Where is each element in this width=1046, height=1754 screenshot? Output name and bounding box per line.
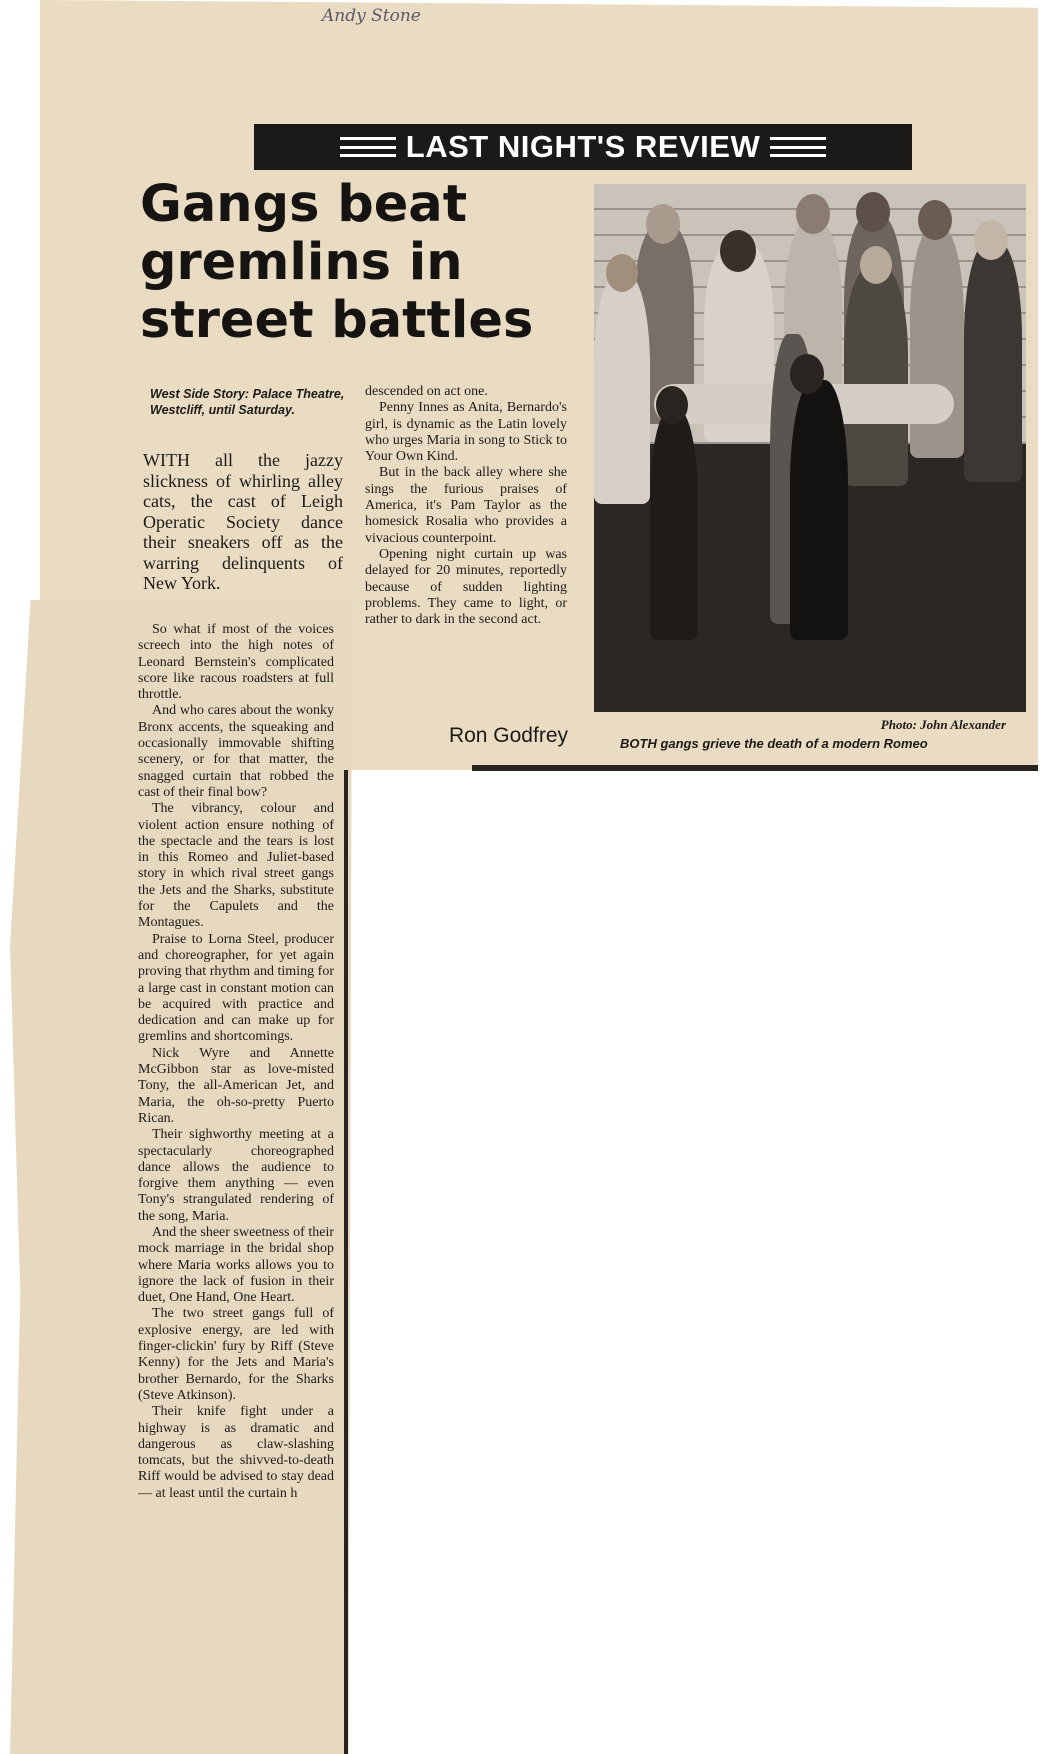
cast-member-figure [844,266,908,486]
paragraph: Their knife fight under a highway is as dramatic and dangerous as claw-slashing tomcats, but the shivved-to-death Riff would be advised to stay dead — at least until the curtain h [138,1404,334,1501]
article-column-2 [365,384,567,724]
headline: Gangs beat gremlins in street battles [140,175,534,350]
cast-member-figure [594,274,650,504]
cast-member-head [856,192,890,232]
paragraph: Praise to Lorna Steel, producer and choreographer, for yet again proving that rhythm and timing for a large cast in constant motion can be acquired with practice and dedication and can make up for gremlins and shortcomings. [138,931,334,1045]
cast-photo [594,184,1026,712]
paragraph: Opening night curtain up was delayed for 20 minutes, reportedly because of sudden lighting problems. They came to light, or rather to dark in the second act. [365,546,567,628]
paragraph: And who cares about the wonky Bronx accents, the squeaking and occasionally immovable shifting scenery, or for that matter, the snagged curtain that robbed the cast of their final bow? [138,703,334,800]
paragraph: descended on act one. [365,384,488,399]
paragraph: Penny Innes as Anita, Bernardo's girl, is dynamic as the Latin lovely who urges Maria in song to Stick to Your Own Kind. [365,400,567,465]
paragraph: Nick Wyre and Annette McGibbon star as love-misted Tony, the all-American Jet, and Maria, the oh-so-pretty Puerto Rican. [138,1045,334,1126]
paragraph: The vibrancy, colour and violent action ensure nothing of the spectacle and the tears is lost in this Romeo and Juliet-based story in which rival street gangs the Jets and the Sharks, substitute for the Capulets and the Montagues. [138,801,334,931]
clipping-bottom-border [472,765,1038,771]
paragraph: So what if most of the voices screech into the high notes of Leonard Bernstein's complicated score like racous roadsters at full throttle. [138,622,334,703]
cast-member-head [720,230,756,272]
handwritten-note: Andy Stone [322,6,421,26]
cast-member-head [646,204,680,244]
byline: Ron Godfrey [448,724,568,747]
cast-member-figure [964,242,1022,482]
cast-member-head [606,254,638,292]
paragraph: And the sheer sweetness of their mock marriage in the bridal shop where Maria works allows you to ignore the lack of fusion in their duet, One Hand, One Heart. [138,1224,334,1306]
cast-member-head [796,194,830,234]
section-banner [254,124,912,170]
cast-member-head [918,200,952,240]
intro-paragraph: WITH all the jazzy slickness of whirling alley cats, the cast of Leigh Operatic Society dance their sneakers off as the warring delinquents of New York. [143,450,343,593]
photo-credit: Photo: John Alexander [880,717,1006,732]
article-column-1 [138,622,334,1754]
cast-member-head [656,386,688,424]
banner-title: LAST NIGHT'S REVIEW [405,129,761,164]
cast-member-head [974,220,1008,260]
cast-member-head [860,246,892,284]
cast-member-head [790,354,824,394]
cast-member-figure [650,410,698,640]
photo-caption: BOTH gangs grieve the death of a modern Romeo [620,736,928,751]
banner-lines-right [770,137,826,157]
banner-lines-left [340,137,396,157]
paragraph: But in the back alley where she sings the furious praises of America, it's Pam Taylor as the homesick Rosalia who provides a vivacious counterpoint. [365,465,567,546]
clipping-edge-border [344,770,348,1754]
paragraph: The two street gangs full of explosive energy, are led with finger-clickin' fury by Riff (Steve Kenny) for the Jets and Maria's brother Bernardo, for the Sharks (Steve Atkinson). [138,1306,334,1403]
cast-member-figure [790,380,848,640]
paragraph: Their sighworthy meeting at a spectacularly choreographed dance allows the audience to forgive them anything — even Tony's strangulated rendering of the song, Maria. [138,1127,334,1224]
show-details: West Side Story: Palace Theatre, Westcliff, until Saturday. [150,387,345,417]
